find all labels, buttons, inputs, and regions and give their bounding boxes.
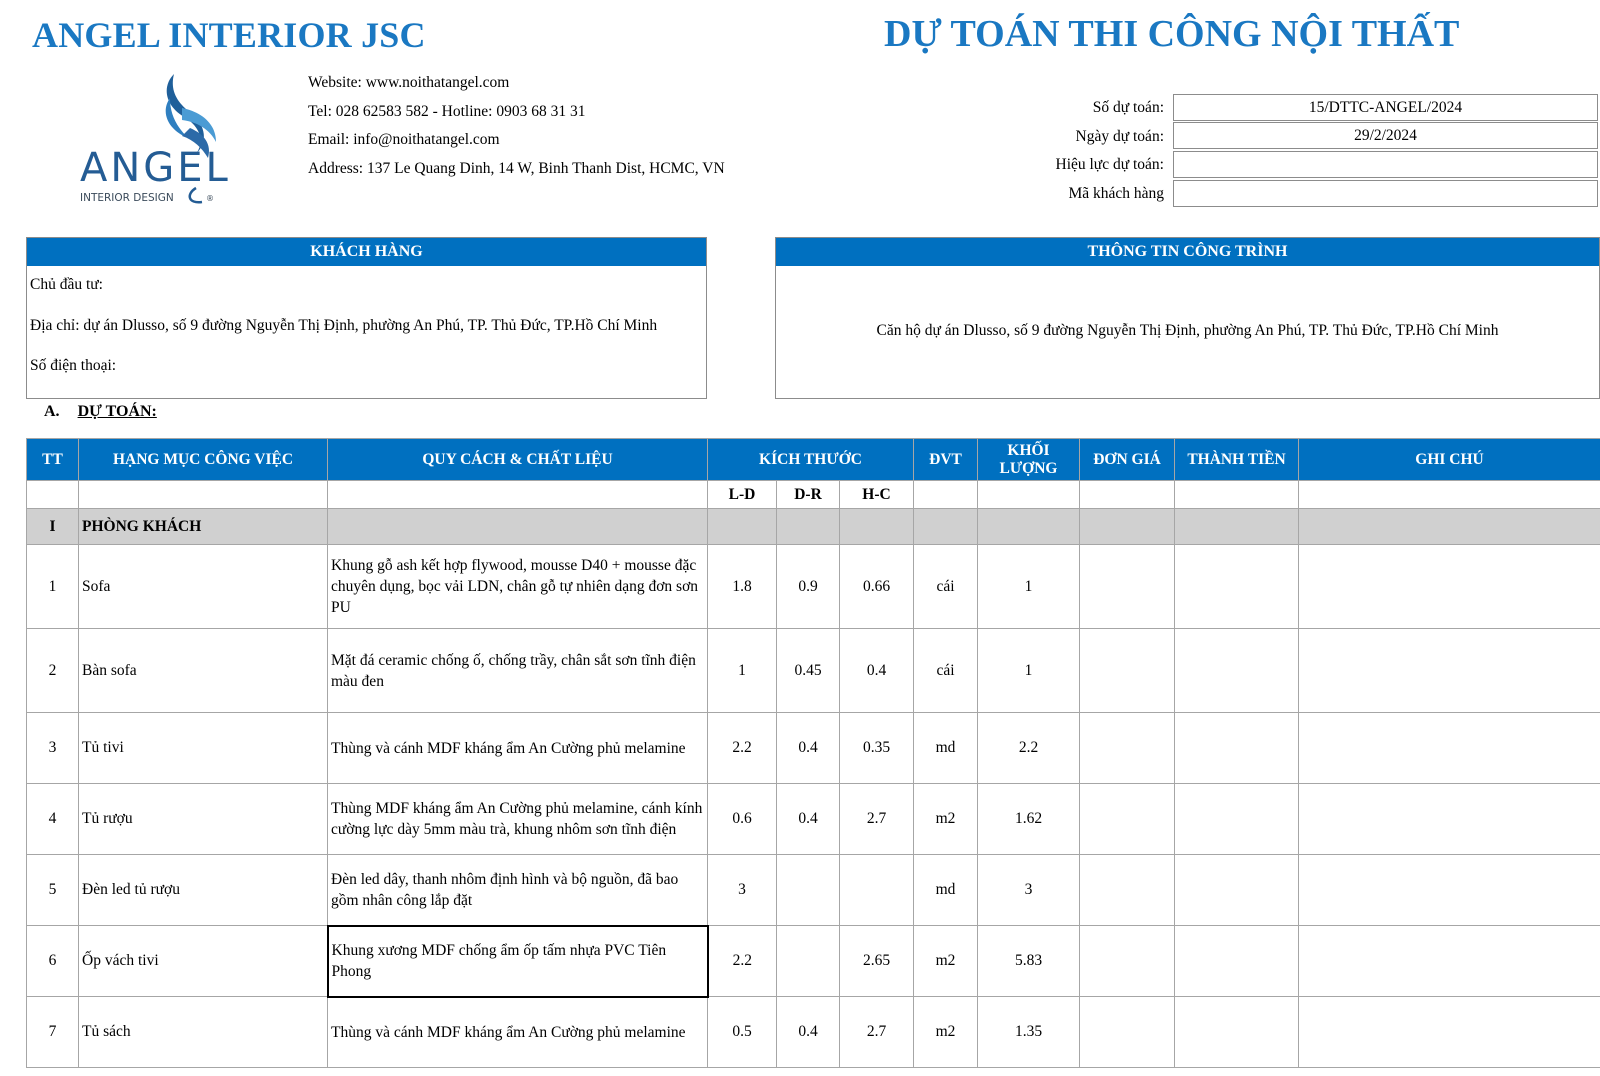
cell-note[interactable] [1299,545,1600,629]
cell-height[interactable]: 2.7 [840,784,914,855]
cell-length[interactable]: 0.6 [708,784,777,855]
cell-price[interactable] [1080,926,1175,997]
cell-depth[interactable]: 0.9 [777,545,840,629]
cell-length[interactable]: 3 [708,855,777,926]
cell-unit[interactable]: cái [914,629,978,713]
company-name: ANGEL INTERIOR JSC [32,15,426,55]
cell-unit[interactable]: m2 [914,784,978,855]
cell-tt[interactable]: 6 [27,926,79,997]
cell-item[interactable]: Ốp vách tivi [79,926,328,997]
project-description: Căn hộ dự án Dlusso, số 9 đường Nguyễn Thị Định, phường An Phú, TP. Thủ Đức, TP.Hồ Chí Minh [876,322,1499,339]
meta-value-estimate-number[interactable]: 15/DTTC-ANGEL/2024 [1173,94,1598,121]
cell-total[interactable] [1175,855,1299,926]
meta-label-validity: Hiệu lực dự toán: [1055,156,1164,173]
cell-length[interactable]: 2.2 [708,926,777,997]
customer-panel [26,237,707,399]
section-letter: A. [44,403,60,420]
cell-total[interactable] [1175,926,1299,997]
header-price: ĐƠN GIÁ [1080,439,1175,481]
header-tt: TT [27,439,79,481]
cell-note[interactable] [1299,784,1600,855]
meta-label-estimate-date: Ngày dự toán: [1075,128,1164,145]
table-row [27,784,1600,855]
header-item: HẠNG MỤC CÔNG VIỆC [79,439,328,481]
customer-phone: Số điện thoại: [30,357,117,374]
cell-height[interactable] [840,855,914,926]
meta-value-customer-code[interactable] [1173,180,1598,207]
cell-tt[interactable]: 3 [27,713,79,784]
section-title: DỰ TOÁN: [77,403,157,420]
cell-height[interactable]: 2.65 [840,926,914,997]
table-row [27,997,1600,1068]
table-row [27,713,1600,784]
cell-note[interactable] [1299,629,1600,713]
cell-qty[interactable]: 1.35 [978,997,1080,1068]
cell-spec[interactable]: Đèn led dây, thanh nhôm định hình và bộ nguồn, đã bao gồm nhân công lắp đặt [328,855,708,926]
cell-depth[interactable]: 0.4 [777,713,840,784]
project-panel-title: THÔNG TIN CÔNG TRÌNH [776,238,1599,266]
cell-item[interactable]: Tủ rượu [79,784,328,855]
logo-tagline: INTERIOR DESIGN [80,192,174,204]
cell-height[interactable]: 2.7 [840,997,914,1068]
cell-note[interactable] [1299,926,1600,997]
cell-price[interactable] [1080,855,1175,926]
cell-depth[interactable]: 0.4 [777,997,840,1068]
cell-total[interactable] [1175,713,1299,784]
header-size: KÍCH THƯỚC [708,439,914,481]
document-title: DỰ TOÁN THI CÔNG NỘI THẤT [884,13,1460,55]
company-logo [78,68,278,213]
cell-price[interactable] [1080,784,1175,855]
cell-item[interactable]: Bàn sofa [79,629,328,713]
contact-info [308,69,725,183]
header-total: THÀNH TIỀN [1175,439,1299,481]
cell-note[interactable] [1299,713,1600,784]
cell-price[interactable] [1080,713,1175,784]
cell-unit[interactable]: cái [914,545,978,629]
table-subheader-row [27,481,1600,509]
cell-unit[interactable]: m2 [914,926,978,997]
table-row [27,545,1600,629]
cell-note[interactable] [1299,997,1600,1068]
table-row [27,855,1600,926]
group-tt: I [27,509,79,545]
meta-label-estimate-number: Số dự toán: [1092,99,1164,116]
header-qty: KHỐI LƯỢNG [978,439,1080,481]
cell-price[interactable] [1080,997,1175,1068]
cell-tt[interactable]: 2 [27,629,79,713]
customer-panel-title: KHÁCH HÀNG [27,238,706,266]
angel-wing-icon [78,68,278,213]
cell-qty[interactable]: 1 [978,545,1080,629]
cell-length[interactable]: 0.5 [708,997,777,1068]
meta-label-customer-code: Mã khách hàng [1068,185,1164,202]
header-spec: QUY CÁCH & CHẤT LIỆU [328,439,708,481]
contact-website: Website: www.noithatangel.com [308,74,510,91]
cell-tt[interactable]: 7 [27,997,79,1068]
cell-total[interactable] [1175,997,1299,1068]
cell-depth[interactable]: 0.45 [777,629,840,713]
table-row [27,629,1600,713]
cell-spec[interactable]: Mặt đá ceramic chống ố, chống trầy, chân sắt sơn tĩnh điện màu đen [328,629,708,713]
cell-qty[interactable]: 1 [978,629,1080,713]
table-row [27,926,1600,997]
cell-qty[interactable]: 3 [978,855,1080,926]
cell-spec-selected[interactable]: Khung xương MDF chống ẩm ốp tấm nhựa PVC Tiên Phong [328,926,708,997]
cell-spec[interactable]: Khung gỗ ash kết hợp flywood, mousse D40 + mousse đặc chuyên dụng, bọc vải LDN, chân gỗ tự nhiên dạng đơn sơn PU [328,545,708,629]
cell-total[interactable] [1175,784,1299,855]
customer-owner: Chủ đầu tư: [30,276,103,293]
cell-height[interactable]: 0.66 [840,545,914,629]
contact-address: Address: 137 Le Quang Dinh, 14 W, Binh Thanh Dist, HCMC, VN [308,159,725,177]
contact-email: Email: info@noithatangel.com [308,131,500,148]
group-name: PHÒNG KHÁCH [79,509,328,545]
logo-wordmark: ANGEL [80,145,231,191]
cell-depth[interactable] [777,926,840,997]
cell-height[interactable]: 0.4 [840,629,914,713]
meta-value-estimate-date[interactable]: 29/2/2024 [1173,122,1598,149]
cell-price[interactable] [1080,629,1175,713]
cell-item[interactable]: Tủ sách [79,997,328,1068]
cell-qty[interactable]: 2.2 [978,713,1080,784]
logo-registered-mark: ® [206,194,214,203]
cell-note[interactable] [1299,855,1600,926]
cell-total[interactable] [1175,629,1299,713]
cell-total[interactable] [1175,545,1299,629]
meta-value-validity[interactable] [1173,151,1598,178]
cell-length[interactable]: 2.2 [708,713,777,784]
customer-address: Địa chỉ: dự án Dlusso, số 9 đường Nguyễn Thị Định, phường An Phú, TP. Thủ Đức, TP.Hồ Chí Minh [30,317,658,334]
cell-spec[interactable]: Thùng MDF kháng ẩm An Cường phủ melamine, cánh kính cường lực dày 5mm màu trà, khung nhôm sơn tĩnh điện [328,784,708,855]
project-panel [775,237,1600,399]
cell-unit[interactable]: m2 [914,997,978,1068]
cell-spec[interactable]: Thùng và cánh MDF kháng ẩm An Cường phủ melamine [328,713,708,784]
cell-depth[interactable]: 0.4 [777,784,840,855]
section-heading [44,403,157,421]
header-unit: ĐVT [914,439,978,481]
cell-unit[interactable]: md [914,713,978,784]
group-row-living-room [27,509,1600,545]
cell-depth[interactable] [777,855,840,926]
cell-tt[interactable]: 5 [27,855,79,926]
subheader-height: H-C [840,481,914,509]
cell-price[interactable] [1080,545,1175,629]
cell-tt[interactable]: 1 [27,545,79,629]
cell-spec[interactable]: Thùng và cánh MDF kháng ẩm An Cường phủ melamine [328,997,708,1068]
header-note: GHI CHÚ [1299,439,1600,481]
cell-unit[interactable]: md [914,855,978,926]
cell-qty[interactable]: 5.83 [978,926,1080,997]
cell-height[interactable]: 0.35 [840,713,914,784]
estimate-table [26,438,1600,1068]
cell-tt[interactable]: 4 [27,784,79,855]
contact-phone: Tel: 028 62583 582 - Hotline: 0903 68 31 31 [308,102,586,120]
cell-length[interactable]: 1.8 [708,545,777,629]
cell-item[interactable]: Sofa [79,545,328,629]
cell-item[interactable]: Đèn led tủ rượu [79,855,328,926]
cell-item[interactable]: Tủ tivi [79,713,328,784]
subheader-length: L-D [708,481,777,509]
cell-qty[interactable]: 1.62 [978,784,1080,855]
table-header-row [27,439,1600,481]
subheader-depth: D-R [777,481,840,509]
cell-length[interactable]: 1 [708,629,777,713]
